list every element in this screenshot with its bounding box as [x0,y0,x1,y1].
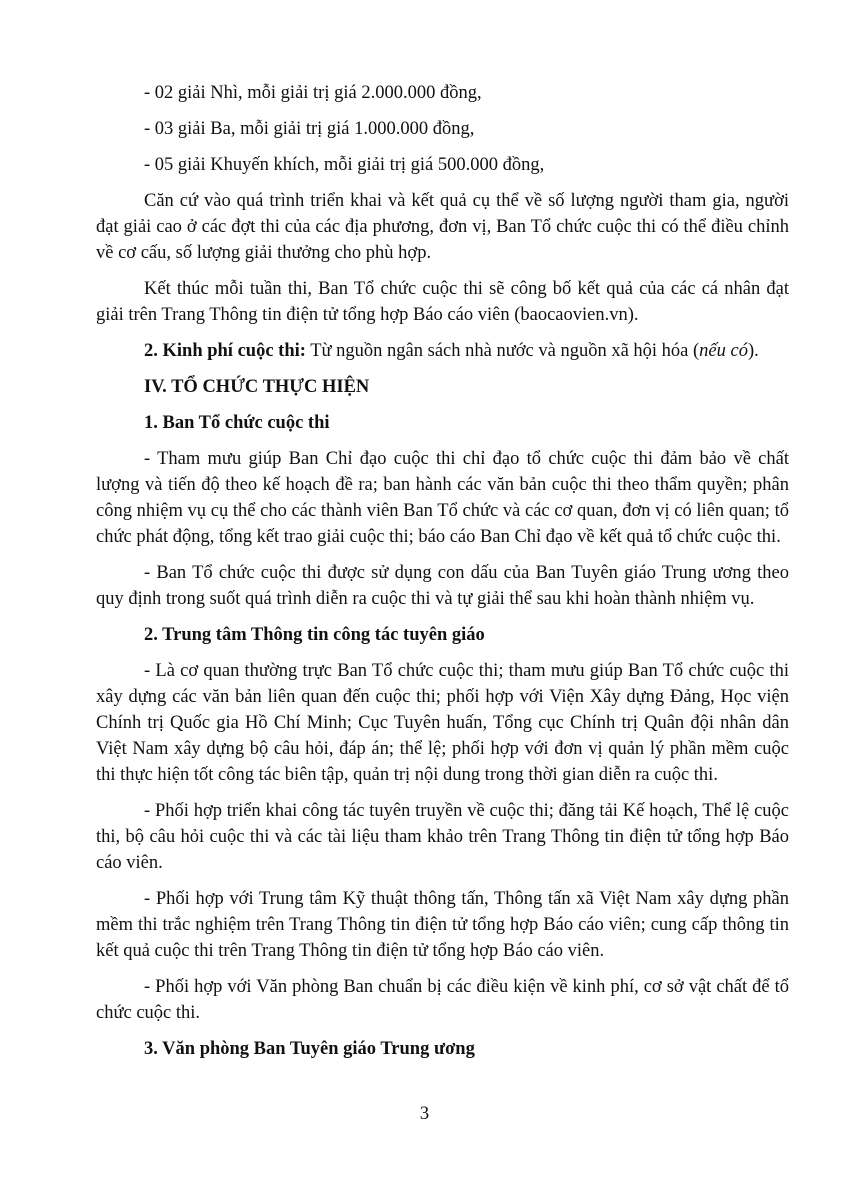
subsection-1-item: - Ban Tổ chức cuộc thi được sử dụng con dấu của Ban Tuyên giáo Trung ương theo quy định trong suốt quá trình diễn ra cuộc thi và tự giải thể sau khi hoàn thành nhiệm vụ. [96,563,789,609]
announce-paragraph: Kết thúc mỗi tuần thi, Ban Tổ chức cuộc thi sẽ công bố kết quả của các cá nhân đạt giải trên Trang Thông tin điện tử tổng hợp Báo cáo viên (baocaovien.vn). [96,279,789,325]
funding-text: Từ nguồn ngân sách nhà nước và nguồn xã hội hóa ( [305,341,700,361]
subsection-2-item: - Phối hợp với Trung tâm Kỹ thuật thông tấn, Thông tấn xã Việt Nam xây dựng phần mềm thi trắc nghiệm trên Trang Thông tin điện tử tổng hợp Báo cáo viên; cung cấp thông tin kết quả cuộc thi trên Trang Thông tin điện tử tổng hợp Báo cáo viên. [96,889,789,961]
funding-paragraph [96,338,789,364]
section-title: IV. TỔ CHỨC THỰC HIỆN [144,377,370,397]
subsection-1-title: 1. Ban Tổ chức cuộc thi [144,413,330,433]
funding-end: ). [747,341,759,361]
subsection-2-title: 2. Trung tâm Thông tin công tác tuyên giáo [144,625,485,645]
subsection-3-title: 3. Văn phòng Ban Tuyên giáo Trung ương [144,1039,475,1059]
prize-third-line: - 03 giải Ba, mỗi giải trị giá 1.000.000 đồng, [144,119,475,139]
subsection-1-item: - Tham mưu giúp Ban Chỉ đạo cuộc thi chỉ đạo tổ chức cuộc thi đảm bảo về chất lượng và tiến độ theo kế hoạch đề ra; ban hành các văn bản cuộc thi theo thẩm quyền; phân công nhiệm vụ cụ thể cho các thành viên Ban Tổ chức và các cơ quan, đơn vị có liên quan; tổ chức phát động, tổng kết trao giải cuộc thi; báo cáo Ban Chỉ đạo về kết quả tổ chức cuộc thi. [96,449,789,547]
subsection-2-item: - Phối hợp với Văn phòng Ban chuẩn bị các điều kiện về kinh phí, cơ sở vật chất để tổ chức cuộc thi. [96,977,789,1023]
page-number: 3 [419,1104,430,1124]
subsection-2-item: - Phối hợp triển khai công tác tuyên truyền về cuộc thi; đăng tải Kế hoạch, Thể lệ cuộc thi, bộ câu hỏi cuộc thi và các tài liệu tham khảo trên Trang Thông tin điện tử tổng hợp Báo cáo viên. [96,801,789,873]
adjust-paragraph: Căn cứ vào quá trình triển khai và kết quả cụ thể về số lượng người tham gia, người đạt giải cao ở các đợt thi của các địa phương, đơn vị, Ban Tổ chức cuộc thi có thể điều chỉnh về cơ cấu, số lượng giải thưởng cho phù hợp. [96,191,789,263]
funding-italic: nếu có [699,341,748,361]
prize-second-line: - 02 giải Nhì, mỗi giải trị giá 2.000.000 đồng, [144,83,482,103]
prize-encouragement-line: - 05 giải Khuyến khích, mỗi giải trị giá 500.000 đồng, [144,155,545,175]
funding-label: 2. Kinh phí cuộc thi: [144,341,306,361]
subsection-2-item: - Là cơ quan thường trực Ban Tổ chức cuộc thi; tham mưu giúp Ban Tổ chức cuộc thi xây dựng các văn bản liên quan đến cuộc thi; phối hợp với Viện Xây dựng Đảng, Học viện Chính trị Quốc gia Hồ Chí Minh; Cục Tuyên huấn, Tổng cục Chính trị Quân đội nhân dân Việt Nam xây dựng bộ câu hỏi, đáp án; thể lệ; phối hợp với đơn vị quản lý phần mềm cuộc thi thực hiện tốt công tác biên tập, quản trị nội dung trong thời gian diễn ra cuộc thi. [96,661,789,785]
